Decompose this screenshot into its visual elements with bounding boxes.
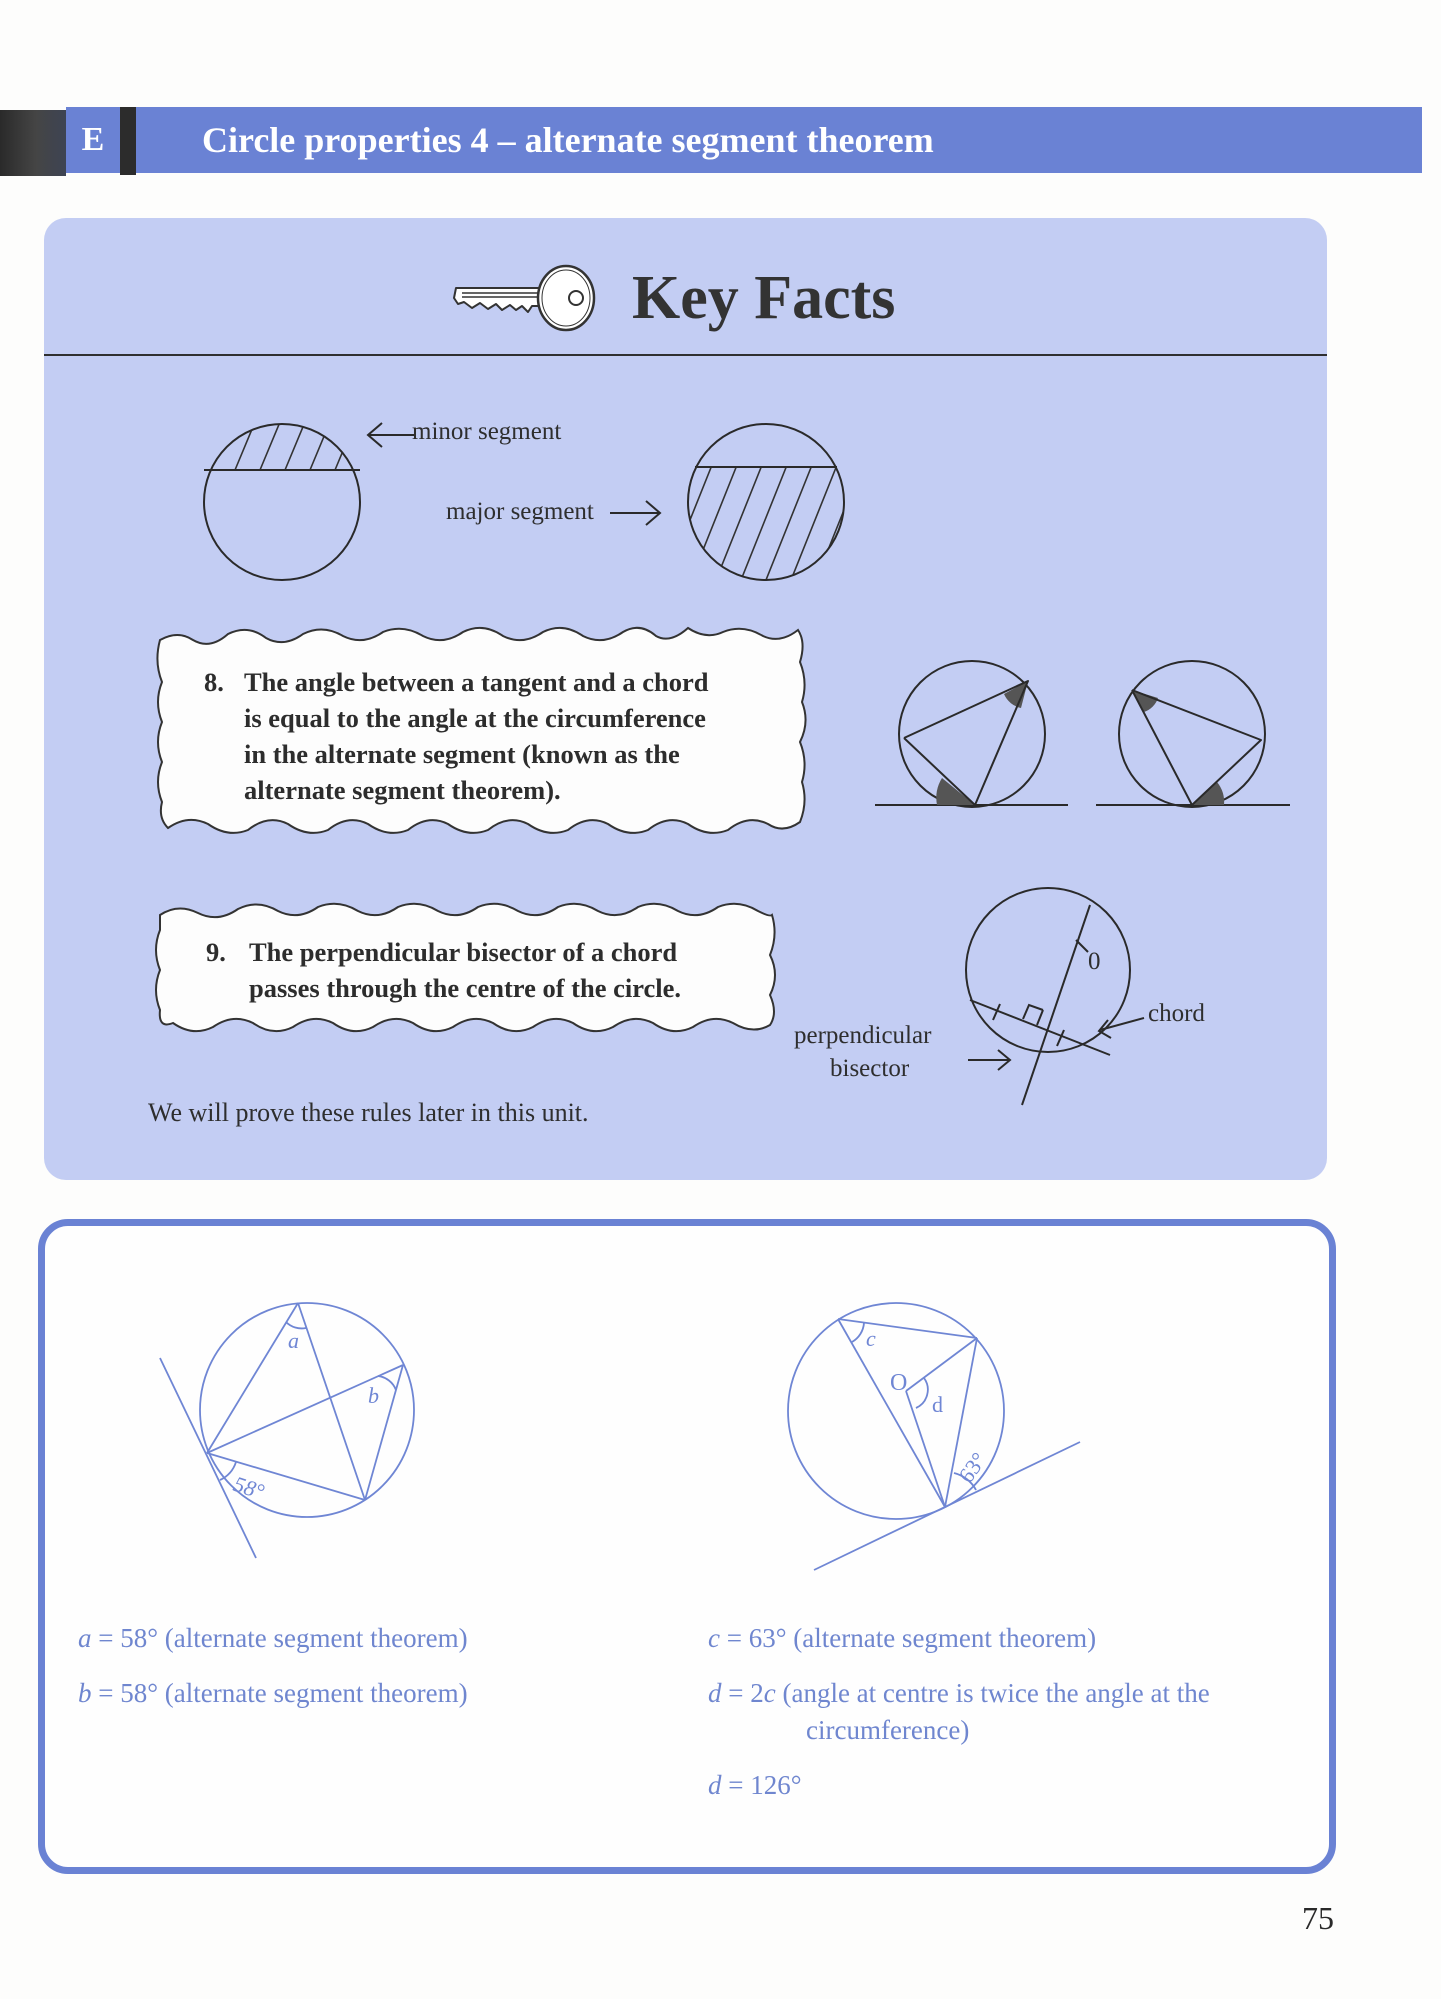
key-icon (452, 262, 598, 334)
answer-d-var: d (708, 1678, 722, 1708)
page-number: 75 (1302, 1900, 1334, 1936)
tangent-diagram-left (875, 661, 1068, 807)
page-title: Circle properties 4 – alternate segment theorem (202, 120, 934, 160)
example-diagram-left (140, 1290, 460, 1590)
tangent-diagram-right (1096, 661, 1290, 807)
perpendicular-bisector-diagram (960, 880, 1180, 1120)
section-letter: E (81, 121, 105, 158)
answer-a-var: a (78, 1623, 92, 1653)
angle-label-a: a (288, 1328, 299, 1353)
answer-d-var2: c (763, 1678, 776, 1708)
answer-d2-expr: = 126° (721, 1770, 802, 1800)
major-segment-label: major segment (446, 498, 594, 525)
minor-segment-label: minor segment (412, 418, 562, 445)
angle-label-58: 58° (230, 1470, 268, 1505)
centre-o-label: O (890, 1370, 908, 1396)
bisector-arrow-icon (968, 1050, 1010, 1070)
answer-c-expr: = 63° (alternate segment theorem) (719, 1623, 1097, 1653)
angle-label-c: c (866, 1326, 876, 1351)
answer-d-continuation: circumference) (806, 1715, 970, 1745)
chord-arrow-icon (1099, 1018, 1144, 1038)
key-facts-divider (44, 354, 1327, 356)
bisector-label-2: bisector (830, 1055, 910, 1082)
fact-9-number: 9. (206, 937, 226, 967)
arrow-right-icon (610, 501, 660, 525)
angle-label-d: d (932, 1392, 943, 1417)
centre-label: 0 (1088, 948, 1101, 975)
fact-8-number: 8. (204, 667, 224, 697)
answer-a-expr: = 58° (alternate segment theorem) (91, 1623, 468, 1653)
fact-8-line-4: alternate segment theorem). (244, 775, 561, 805)
bisector-label-1: perpendicular (794, 1022, 932, 1049)
answer-b-expr: = 58° (alternate segment theorem) (91, 1678, 468, 1708)
chord-label: chord (1148, 1000, 1205, 1027)
page-edge-tab (0, 110, 66, 176)
answer-d-formula (708, 1675, 1210, 1711)
example-diagram-right (780, 1290, 1110, 1590)
answer-c (708, 1620, 1096, 1656)
answer-b-var: b (78, 1678, 92, 1708)
angle-label-63: 63° (953, 1447, 992, 1488)
answer-d-expr: = 2 (721, 1678, 764, 1708)
header-divider (120, 107, 136, 175)
key-facts-title: Key Facts (632, 264, 896, 332)
fact-8-line-3: in the alternate segment (known as the (244, 739, 680, 769)
answer-c-var: c (708, 1623, 720, 1653)
minor-segment-circle (190, 405, 390, 470)
answer-b (78, 1675, 468, 1711)
angle-label-b: b (368, 1383, 379, 1408)
answer-d-value (708, 1767, 802, 1803)
fact-9-line-2: passes through the centre of the circle. (249, 973, 682, 1003)
fact-8-line-1: The angle between a tangent and a chord (244, 667, 709, 697)
key-facts-footnote: We will prove these rules later in this unit. (148, 1098, 589, 1127)
fact-9-line-1: The perpendicular bisector of a chord (249, 937, 678, 967)
answer-a (78, 1620, 468, 1656)
fact-8-line-2: is equal to the angle at the circumference (244, 703, 706, 733)
alternate-segment-diagrams (870, 650, 1290, 820)
arrow-left-icon (368, 423, 416, 447)
answer-d-reason: (angle at centre is twice the angle at the (775, 1678, 1210, 1708)
answer-d2-var: d (708, 1770, 722, 1800)
